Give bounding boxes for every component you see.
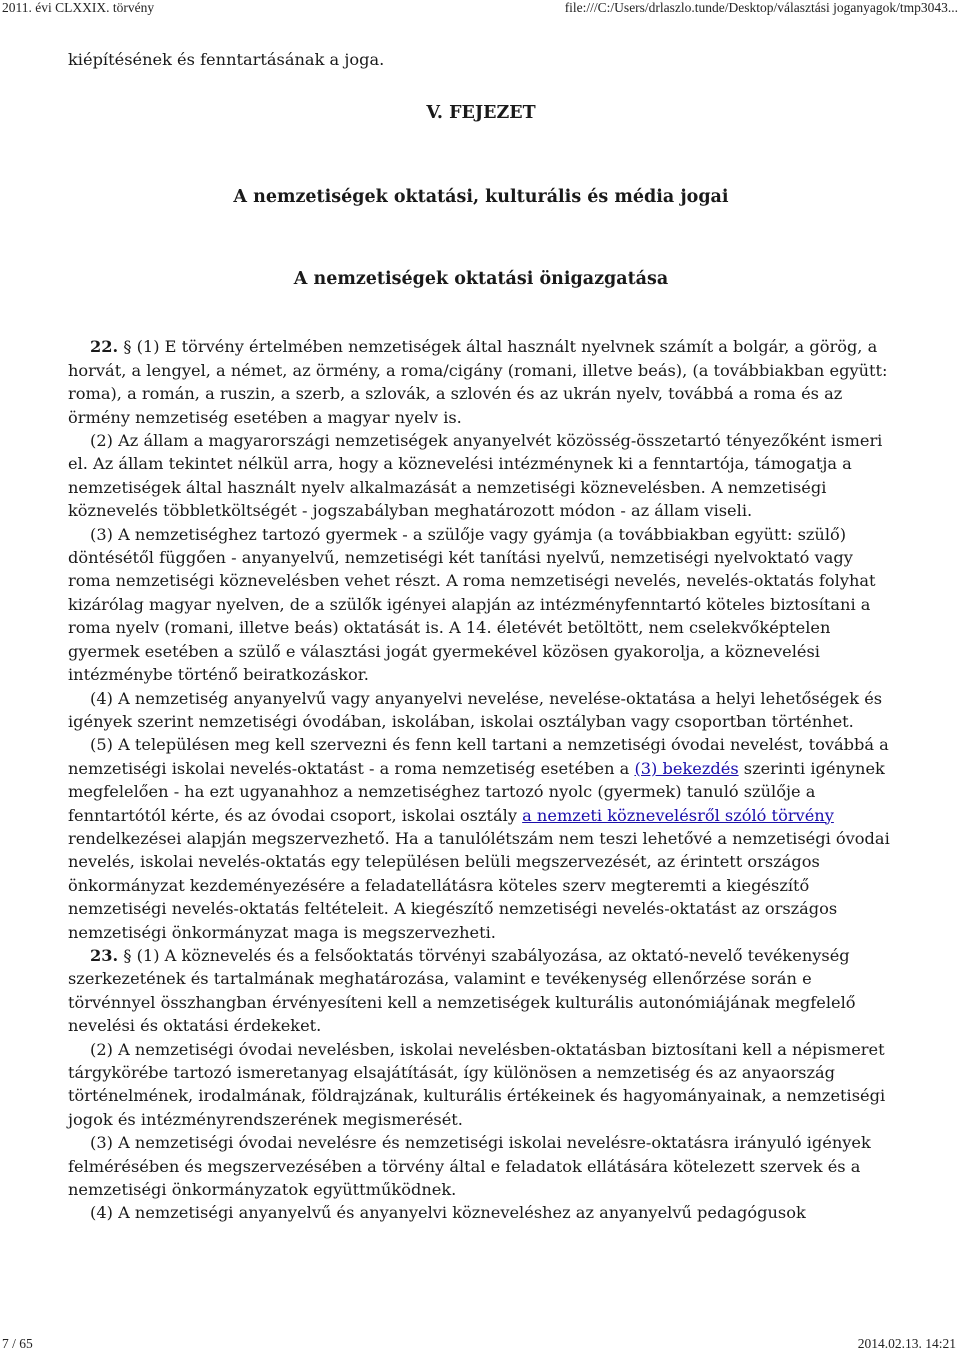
- paragraph-text: rendelkezései alapján megszervezhető. Ha a tanulólétszám nem teszi lehetővé a nemzetiségi óvodai nevelés, iskolai nevelés-oktatás egy településen belüli megszervezését, az érintett országos önkormányzat kezdeményezésére a feladatellátásra köteles szerv megteremti a kiegészítő nemzetiségi nevelés-oktatás feltételeit. A kiegészítő nemzetiségi nevelés-oktatást az országos nemzetiségi önkormányzat maga is megszervezheti.: [68, 828, 890, 942]
- section-23-paragraph-3: (3) A nemzetiségi óvodai nevelésre és nemzetiségi iskolai nevelésre-oktatásra irányuló igények felmérésében és megszervezésében a törvény által e feladatok ellátására kötelezett szervek és a nemzetiségi önkormányzatok együttműködnek.: [68, 1133, 871, 1200]
- print-datetime: 2014.02.13. 14:21: [857, 1336, 956, 1351]
- header-file-path: file:///C:/Users/drlaszlo.tunde/Desktop/választási joganyagok/tmp3043...: [564, 0, 958, 15]
- public-education-act-link[interactable]: a nemzeti köznevelésről szóló törvény: [522, 805, 834, 825]
- section-sign: §: [123, 337, 132, 357]
- print-header: [0, 0, 960, 18]
- section-22-paragraph-2: (2) Az állam a magyarországi nemzetiségek anyanyelvét közösség-összetartó tényezőként ismeri el. Az állam tekintet nélkül arra, hogy a köznevelési intézménynek ki a fenntartója, támogatja a nemzetiségek által használt nyelv alkalmazását a nemzetiségi köznevelésben. A nemzetiségi köznevelés többletköltségét - jogszabályban meghatározott módon - az állam viseli.: [68, 431, 883, 521]
- print-footer: [0, 1336, 960, 1354]
- section-number: 22.: [90, 337, 119, 357]
- section-sign: §: [123, 945, 132, 965]
- intro-text: kiépítésének és fenntartásának a joga.: [68, 50, 385, 69]
- section-22-paragraph-1: [68, 335, 894, 429]
- section-22-paragraph-3: (3) A nemzetiséghez tartozó gyermek - a szülője vagy gyámja (a továbbiakban együtt: szülő) döntésétől függően - anyanyelvű, nemzetiségi két tanítási nyelvű, nemzetiségi nyelvoktató vagy roma nemzetiségi köznevelésben vehet részt. A roma nemzetiségi nevelés, nevelés-oktatás folyhat kizárólag magyar nyelven, de a szülők igényei alapján az intézményfenntartó köteles biztosítani a roma nyelv (romani, illetve beás) oktatását is. A 14. életévét betöltött, nem cselekvőképtelen gyermek esetében a szülő e választási jogát gyermekével közösen gyakorolja, a köznevelési intézménybe történő beiratkozáskor.: [68, 524, 876, 685]
- section-22-paragraph-5: [68, 733, 894, 944]
- section-22-paragraph-4: (4) A nemzetiség anyanyelvű vagy anyanyelvi nevelése, nevelése-oktatása a helyi lehetőségek és igények szerint nemzetiségi óvodában, iskolában, iskolai osztályban vagy csoportban történhet.: [68, 688, 883, 731]
- paragraph-text: (1) E törvény értelmében nemzetiségek által használt nyelvnek számít a bolgár, a görög, a horvát, a lengyel, a német, az örmény, a roma/cigány (romani, illetve beás), (a továbbiakban együtt: roma), a román, a ruszin, a szerb, a szlovák, a szlovén és az ukrán nyelv, továbbá a roma és az örmény nemzetiség esetében a magyar nyelv is.: [68, 337, 888, 427]
- section-23-paragraph-1: [68, 944, 894, 1038]
- section-subtitle: A nemzetiségek oktatási önigazgatása: [293, 269, 669, 290]
- section-23-paragraph-2: (2) A nemzetiségi óvodai nevelésben, iskolai nevelésben-oktatásban biztosítani kell a népismeret tárgykörébe tartozó ismeretanyag elsajátítását, így különösen a nemzetiség és az anyaország történelmének, irodalmának, földrajzának, kulturális értékeinek és hagyományainak, a nemzetiségi jogok és intézményrendszerének megismerését.: [68, 1039, 886, 1129]
- chapter-title: A nemzetiségek oktatási, kulturális és média jogai: [233, 187, 729, 208]
- section-number: 23.: [90, 945, 119, 965]
- document-body: [68, 48, 894, 1225]
- header-document-title: 2011. évi CLXXIX. törvény: [2, 0, 155, 15]
- paragraph-text: (5) A településen meg kell szervezni és fenn kell tartani a nemzetiségi óvodai nevelést, továbbá a nemzetiségi iskolai nevelés-oktatást - a roma nemzetiség esetében a: [68, 735, 889, 778]
- chapter-heading: V. FEJEZET: [426, 103, 536, 124]
- paragraph-text: (1) A köznevelés és a felsőoktatás törvényi szabályozása, az oktató-nevelő tevékenység szerkezetének és tartalmának meghatározása, valamint e tevékenység ellenőrzése során e törvénnyel összhangban érvényesíteni kell a nemzetiségek kulturális autonómiájának megfelelő nevelési és oktatási érdekeket.: [68, 945, 856, 1036]
- paragraph-3-link[interactable]: (3) bekezdés: [634, 758, 739, 778]
- paragraph-text: szerinti igénynek megfelelően - ha ezt ugyanahhoz a nemzetiséghez tartozó nyolc (gyermek) tanuló szülője a fenntartótól kérte, és az óvodai csoport, iskolai osztály: [68, 758, 885, 825]
- page-number: 7 / 65: [2, 1336, 33, 1351]
- section-23-paragraph-4: (4) A nemzetiségi anyanyelvű és anyanyelvi közneveléshez az anyanyelvű pedagógusok: [90, 1203, 806, 1223]
